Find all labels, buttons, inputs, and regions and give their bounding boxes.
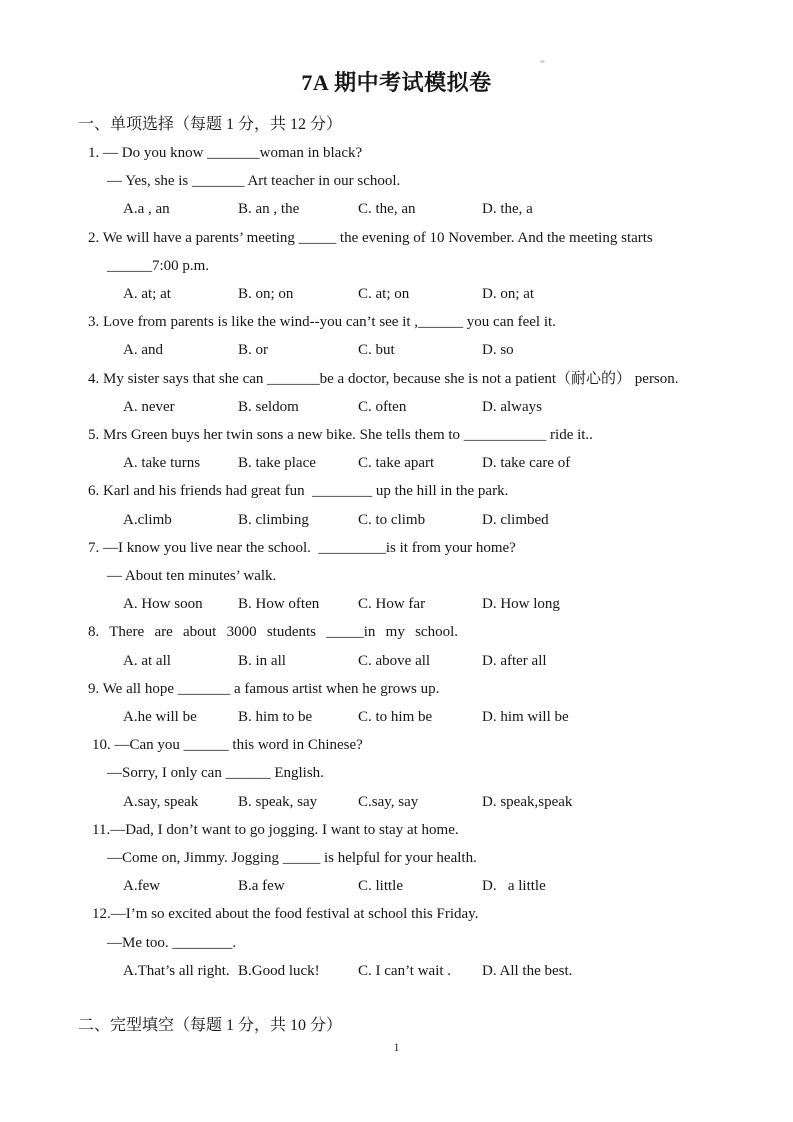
- question-1-option-C: C. the, an: [358, 201, 416, 218]
- question-10: [0, 731, 793, 816]
- question-10-option-B: B. speak, say: [238, 793, 318, 810]
- question-10-line-2: —Sorry, I only can ______ English.: [107, 765, 324, 782]
- question-6-option-B: B. climbing: [238, 511, 309, 528]
- question-8-option-A: A. at all: [123, 652, 171, 669]
- question-12: [0, 900, 793, 985]
- question-11: [0, 816, 793, 901]
- question-11-options: [0, 872, 793, 900]
- question-5-option-A: A. take turns: [123, 455, 201, 472]
- question-1-option-A: A.a , an: [123, 201, 170, 218]
- question-12-option-A: A.That’s all right.: [123, 962, 230, 979]
- question-5: [0, 421, 793, 477]
- section-two-heading: 二、完型填空（每题 1 分，共 10 分）: [78, 1017, 343, 1035]
- question-4: [0, 365, 793, 421]
- question-12-option-B: B.Good luck!: [238, 962, 320, 979]
- question-11-line-1: 11.—Dad, I don’t want to go jogging. I want to stay at home.: [92, 821, 459, 838]
- question-11-line-2: —Come on, Jimmy. Jogging _____ is helpful for your health.: [107, 850, 477, 867]
- question-6: [0, 477, 793, 533]
- question-6-line-1: 6. Karl and his friends had great fun ________ up the hill in the park.: [88, 483, 509, 500]
- question-5-options: [0, 449, 793, 477]
- question-7-option-D: D. How long: [482, 596, 560, 613]
- question-4-option-B: B. seldom: [238, 398, 299, 415]
- question-3-options: [0, 336, 793, 364]
- question-3-option-A: A. and: [123, 342, 163, 359]
- question-5-line-1: 5. Mrs Green buys her twin sons a new bike. She tells them to ___________ ride it..: [88, 427, 593, 444]
- question-10-option-C: C.say, say: [358, 793, 419, 810]
- question-9-option-B: B. him to be: [238, 709, 313, 726]
- question-12-options: [0, 957, 793, 985]
- question-7-option-C: C. How far: [358, 596, 426, 613]
- question-8: [0, 618, 793, 674]
- question-11-option-C: C. little: [358, 878, 403, 895]
- question-4-line-1: 4. My sister says that she can _______be a doctor, because she is not a patient（耐心的） person.: [88, 370, 679, 387]
- question-10-line-1: 10. —Can you ______ this word in Chinese?: [92, 737, 363, 754]
- question-7: [0, 534, 793, 619]
- section-one-heading: 一、单项选择（每题 1 分，共 12 分）: [78, 116, 343, 133]
- question-1-options: [0, 195, 793, 223]
- question-7-options: [0, 590, 793, 618]
- question-3-line-1: 3. Love from parents is like the wind--you can’t see it ,______ you can feel it.: [88, 314, 556, 331]
- question-1-option-D: D. the, a: [482, 201, 533, 218]
- question-2-line-1: 2. We will have a parents’ meeting _____ the evening of 10 November. And the meeting starts: [88, 229, 653, 246]
- question-9-options: [0, 703, 793, 731]
- page-title: 7A 期中考试模拟卷: [301, 70, 492, 95]
- question-2-option-D: D. on; at: [482, 286, 535, 303]
- question-5-option-B: B. take place: [238, 455, 316, 472]
- question-4-option-A: A. never: [123, 398, 175, 415]
- question-9: [0, 675, 793, 731]
- question-6-option-C: C. to climb: [358, 511, 426, 528]
- question-7-line-2: — About ten minutes’ walk.: [107, 568, 277, 585]
- question-1-line-1: 1. — Do you know _______woman in black?: [88, 145, 363, 161]
- question-8-option-C: C. above all: [358, 652, 431, 669]
- question-12-option-C: C. I can’t wait .: [358, 962, 452, 979]
- question-10-options: [0, 788, 793, 816]
- question-10-option-A: A.say, speak: [123, 793, 199, 810]
- question-5-option-C: C. take apart: [358, 455, 435, 472]
- question-3-option-C: C. but: [358, 342, 395, 359]
- question-12-line-1: 12.—I’m so excited about the food festival at school this Friday.: [92, 906, 479, 923]
- stray-scan-mark: [540, 60, 545, 63]
- question-2-option-B: B. on; on: [238, 286, 294, 303]
- question-1-option-B: B. an , the: [238, 201, 300, 218]
- question-9-line-1: 9. We all hope _______ a famous artist when he grows up.: [88, 680, 440, 697]
- question-2-options: [0, 280, 793, 308]
- question-1-line-2: — Yes, she is _______ Art teacher in our school.: [107, 173, 401, 190]
- question-4-option-C: C. often: [358, 398, 407, 415]
- question-3-option-B: B. or: [238, 342, 268, 359]
- question-list: [0, 139, 793, 985]
- question-12-option-D: D. All the best.: [482, 962, 573, 979]
- question-8-line-1: 8. There are about 3000 students _____in my school.: [88, 624, 459, 641]
- question-2-option-A: A. at; at: [123, 286, 171, 303]
- question-3: [0, 308, 793, 364]
- question-11-option-B: B.a few: [238, 878, 285, 895]
- question-12-line-2: —Me too. ________.: [107, 934, 237, 951]
- question-9-option-D: D. him will be: [482, 709, 569, 726]
- question-2: [0, 224, 793, 309]
- question-2-line-2: ______7:00 p.m.: [107, 257, 210, 274]
- question-4-options: [0, 393, 793, 421]
- question-8-options: [0, 647, 793, 675]
- question-7-option-A: A. How soon: [123, 596, 203, 613]
- question-11-option-A: A.few: [123, 878, 161, 895]
- question-6-option-A: A.climb: [123, 511, 172, 528]
- page-number: 1: [393, 1040, 400, 1054]
- question-4-option-D: D. always: [482, 398, 542, 415]
- question-1: [0, 139, 793, 224]
- question-6-options: [0, 506, 793, 534]
- question-8-option-D: D. after all: [482, 652, 547, 669]
- question-9-option-C: C. to him be: [358, 709, 433, 726]
- question-3-option-D: D. so: [482, 342, 514, 359]
- question-5-option-D: D. take care of: [482, 455, 571, 472]
- question-7-line-1: 7. —I know you live near the school. _________is it from your home?: [88, 539, 516, 556]
- question-9-option-A: A.he will be: [123, 709, 197, 726]
- question-8-option-B: B. in all: [238, 652, 286, 669]
- question-2-option-C: C. at; on: [358, 286, 410, 303]
- question-6-option-D: D. climbed: [482, 511, 549, 528]
- question-10-option-D: D. speak,speak: [482, 793, 573, 810]
- question-11-option-D: D. a little: [482, 878, 546, 895]
- question-7-option-B: B. How often: [238, 596, 320, 613]
